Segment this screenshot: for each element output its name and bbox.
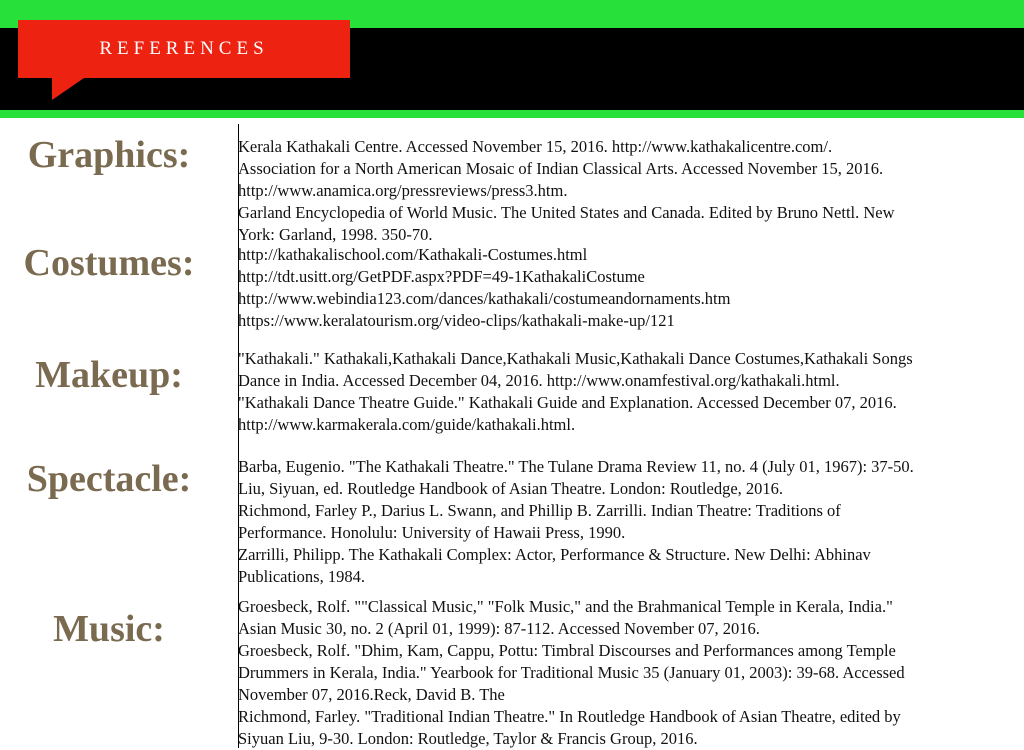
table-row (0, 456, 1024, 588)
reference-line: York: Garland, 1998. 350-70. (238, 224, 433, 244)
reference-line: Groesbeck, Rolf. ""Classical Music," "Folk Music," and the Brahmanical Temple in Kerala, India." (238, 597, 893, 616)
section-label-spectacle: Spectacle: (26, 458, 192, 500)
section-references-music (228, 596, 1024, 750)
reference-line: http://tdt.usitt.org/GetPDF.aspx?PDF=49-1KathakaliCostume (238, 266, 645, 286)
table-row (0, 596, 1024, 750)
reference-line: Richmond, Farley. "Traditional Indian Theatre." In Routledge Handbook of Asian Theatre, edited by (238, 706, 901, 726)
reference-line: Performance. Honolulu: University of Hawaii Press, 1990. (238, 522, 626, 542)
section-label-makeup: Makeup: (35, 354, 183, 396)
green-accent-strip-bottom (0, 110, 1024, 118)
table-row (0, 348, 1024, 436)
reference-line: Dance in India. Accessed December 04, 2016. http://www.onamfestival.org/kathakali.html. (238, 370, 840, 390)
reference-line: http://www.webindia123.com/dances/kathakali/costumeandornaments.htm (238, 288, 731, 308)
reference-line: November 07, 2016.Reck, David B. The (238, 684, 505, 704)
reference-line: Drummers in Kerala, India." Yearbook for Traditional Music 35 (January 01, 2003): 39-68. Accessed (238, 662, 905, 682)
reference-line: http://www.anamica.org/pressreviews/press3.htm. (238, 180, 568, 200)
section-label-costumes: Costumes: (23, 242, 195, 284)
page-title: REFERENCES (99, 38, 269, 59)
reference-line: Liu, Siyuan, ed. Routledge Handbook of Asian Theatre. London: Routledge, 2016. (238, 478, 784, 498)
reference-line: http://www.karmakerala.com/guide/kathakali.html. (238, 414, 576, 434)
reference-line: Publications, 1984. (238, 566, 365, 586)
table-row (0, 136, 1024, 246)
reference-line: Kerala Kathakali Centre. Accessed November 15, 2016. http://www.kathakalicentre.com/. (238, 137, 833, 156)
reference-line: Association for a North American Mosaic of Indian Classical Arts. Accessed November 15, 2016. (238, 158, 884, 178)
reference-line: Barba, Eugenio. "The Kathakali Theatre." The Tulane Drama Review 11, no. 4 (July 01, 1967): 37-50. (238, 457, 914, 476)
section-references-graphics (228, 136, 1024, 246)
reference-line: Garland Encyclopedia of World Music. The United States and Canada. Edited by Bruno Nettl. New (238, 202, 895, 222)
title-banner (0, 0, 1024, 118)
section-references-makeup (228, 348, 1024, 436)
reference-line: "Kathakali." Kathakali,Kathakali Dance,Kathakali Music,Kathakali Dance Costumes,Kathakali Songs (238, 349, 913, 368)
reference-line: "Kathakali Dance Theatre Guide." Kathakali Guide and Explanation. Accessed December 07, 2016. (238, 392, 897, 412)
reference-line: Asian Music 30, no. 2 (April 01, 1999): 87-112. Accessed November 07, 2016. (238, 618, 760, 638)
reference-line: Siyuan Liu, 9-30. London: Routledge, Taylor & Francis Group, 2016. (238, 728, 698, 748)
reference-line: http://kathakalischool.com/Kathakali-Costumes.html (238, 245, 588, 264)
reference-line: Groesbeck, Rolf. "Dhim, Kam, Cappu, Pottu: Timbral Discourses and Performances among Temple (238, 640, 896, 660)
section-references-spectacle (228, 456, 1024, 588)
reference-line: https://www.keralatourism.org/video-clips/kathakali-make-up/121 (238, 310, 675, 330)
section-references-costumes (228, 244, 1024, 332)
reference-line: Zarrilli, Philipp. The Kathakali Complex: Actor, Performance & Structure. New Delhi: Abhinav (238, 544, 871, 564)
section-label-music: Music: (53, 608, 165, 650)
section-label-graphics: Graphics: (27, 134, 191, 176)
reference-line: Richmond, Farley P., Darius L. Swann, and Phillip B. Zarrilli. Indian Theatre: Traditions of (238, 500, 841, 520)
table-row (0, 244, 1024, 332)
red-banner-tail (52, 78, 84, 100)
references-table (0, 118, 1024, 748)
